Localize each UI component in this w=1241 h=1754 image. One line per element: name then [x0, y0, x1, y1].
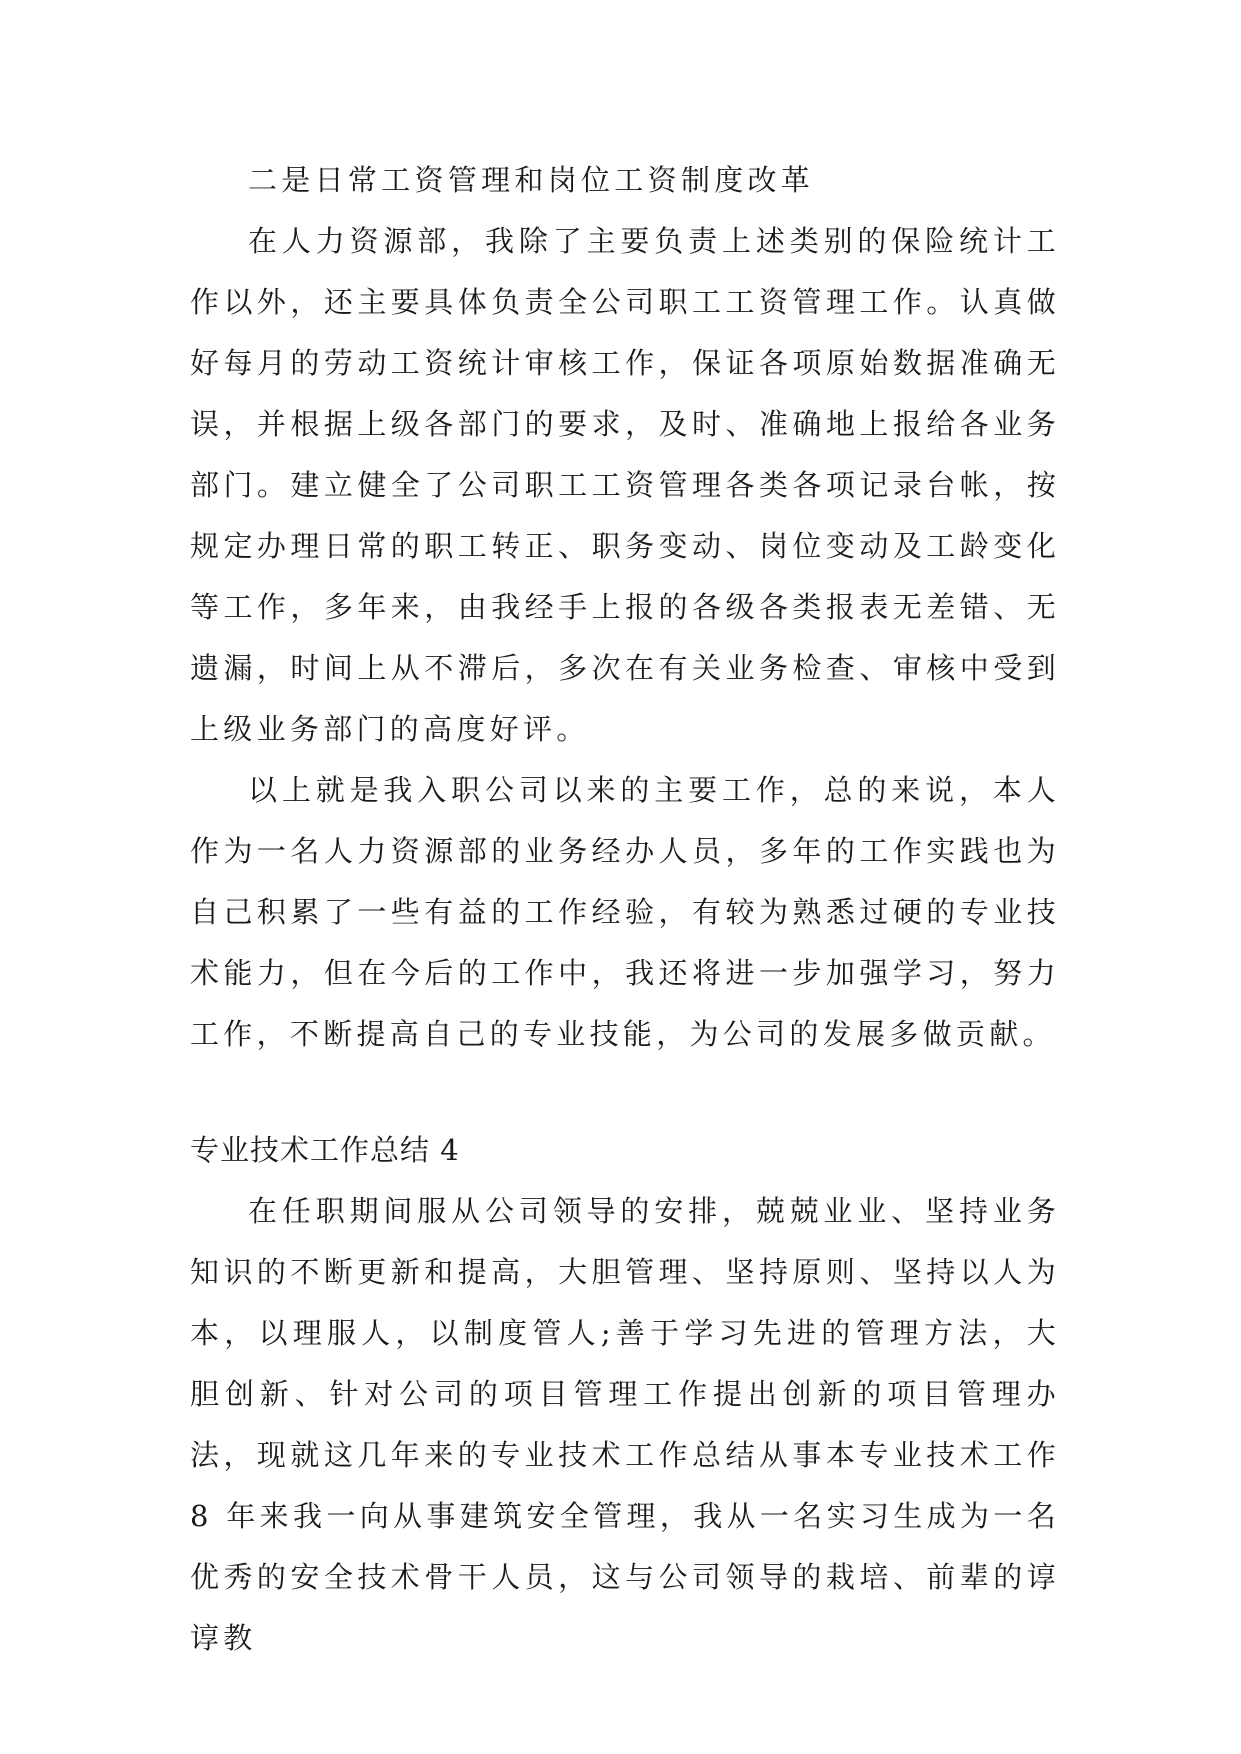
paragraph-summary: 以上就是我入职公司以来的主要工作，总的来说，本人作为一名人力资源部的业务经办人员，多年的工作实践也为自己积累了一些有益的工作经验，有较为熟悉过硬的专业技术能力，但在今后的工作中，我还将进一步加强学习，努力工作，不断提高自己的专业技能，为公司的发展多做贡献。 [190, 773, 1060, 1051]
document-body [190, 150, 1060, 1669]
paragraph-salary-management: 在人力资源部，我除了主要负责上述类别的保险统计工作以外，还主要具体负责全公司职工工资管理工作。认真做好每月的劳动工资统计审核工作，保证各项原始数据准确无误，并根据上级各部门的要求，及时、准确地上报给各业务部门。建立健全了公司职工工资管理各类各项记录台帐，按规定办理日常的职工转正、职务变动、岗位变动及工龄变化等工作，多年来，由我经手上报的各级各类报表无差错、无遗漏，时间上从不滞后，多次在有关业务检查、审核中受到上级业务部门的高度好评。 [190, 224, 1060, 746]
paragraph-technical-work: 在任职期间服从公司领导的安排，兢兢业业、坚持业务知识的不断更新和提高，大胆管理、坚持原则、坚持以人为本，以理服人，以制度管人;善于学习先进的管理方法，大胆创新、针对公司的项目管理工作提出创新的项目管理办法，现就这几年来的专业技术工作总结从事本专业技术工作 8 年来我一向从事建筑安全管理，我从一名实习生成为一名优秀的安全技术骨干人员，这与公司领导的栽培、前辈的谆谆教 [190, 1194, 1060, 1655]
section-title: 专业技术工作总结 4 [190, 1133, 460, 1167]
subheading: 二是日常工资管理和岗位工资制度改革 [248, 163, 815, 197]
section-spacer [190, 1065, 1060, 1120]
